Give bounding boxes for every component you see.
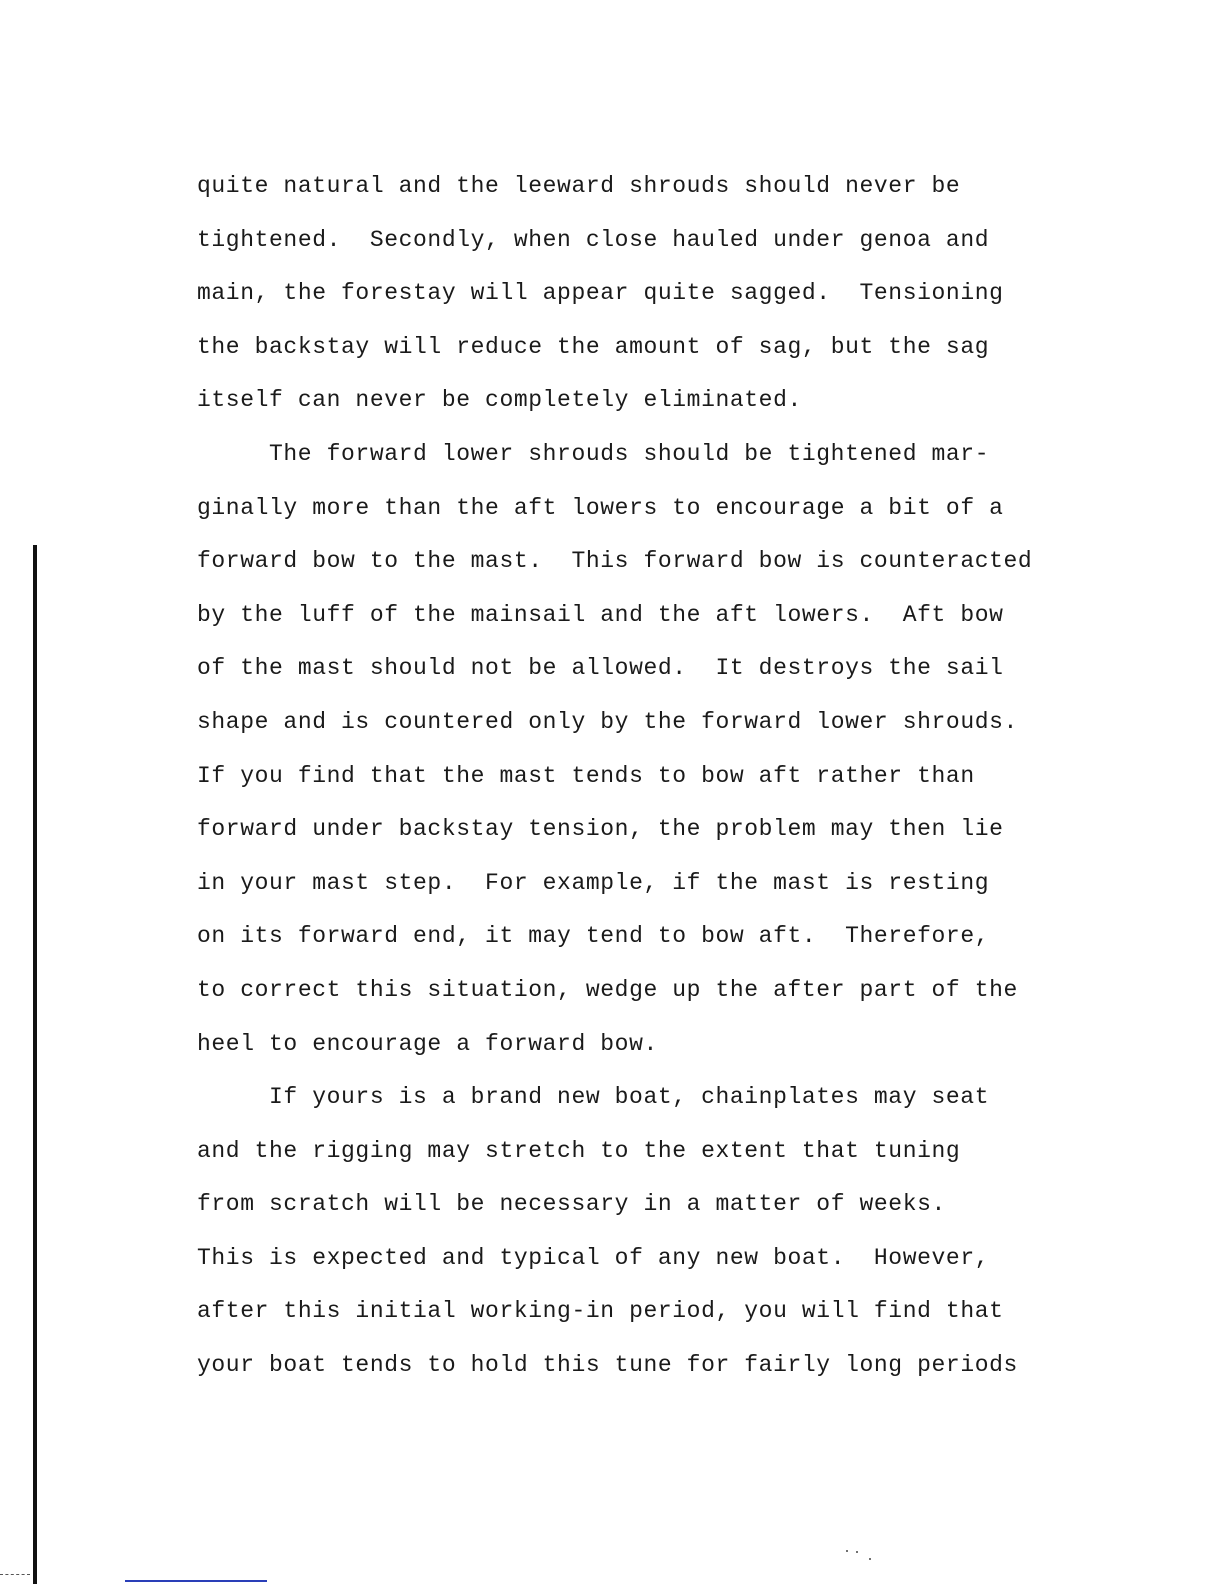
scan-speck: [846, 1550, 848, 1552]
margin-change-bar: [33, 545, 37, 1584]
scan-speck: [856, 1551, 858, 1553]
text-line: This is expected and typical of any new boat. However,: [197, 1244, 990, 1271]
text-line: and the rigging may stretch to the extent that tuning: [197, 1137, 961, 1164]
text-line: forward bow to the mast. This forward bow is counteracted: [197, 548, 1033, 575]
text-line: forward under backstay tension, the problem may then lie: [197, 816, 1004, 843]
body-text: [197, 160, 1077, 1393]
paragraph-start-line: The forward lower shrouds should be tightened mar-: [269, 440, 990, 467]
text-line: the backstay will reduce the amount of sag, but the sag: [197, 333, 990, 360]
text-line: heel to encourage a forward bow.: [197, 1030, 658, 1057]
text-line: ginally more than the aft lowers to encourage a bit of a: [197, 494, 1004, 521]
text-line: tightened. Secondly, when close hauled under genoa and: [197, 226, 990, 253]
text-line: on its forward end, it may tend to bow aft. Therefore,: [197, 923, 990, 950]
text-line: by the luff of the mainsail and the aft lowers. Aft bow: [197, 601, 1004, 628]
paragraph-start-line: If yours is a brand new boat, chainplates may seat: [269, 1084, 990, 1111]
text-line: your boat tends to hold this tune for fairly long periods: [197, 1352, 1018, 1379]
text-line: of the mast should not be allowed. It destroys the sail: [197, 655, 1004, 682]
scan-speck: [869, 1558, 871, 1560]
text-line: in your mast step. For example, if the mast is resting: [197, 869, 990, 896]
margin-tick-mark: [0, 1574, 30, 1575]
footer-rule: [125, 1580, 267, 1582]
text-line: to correct this situation, wedge up the after part of the: [197, 976, 1018, 1003]
text-line: shape and is countered only by the forward lower shrouds.: [197, 708, 1018, 735]
text-line: main, the forestay will appear quite sagged. Tensioning: [197, 280, 1004, 307]
text-line: itself can never be completely eliminated.: [197, 387, 802, 414]
text-line: from scratch will be necessary in a matter of weeks.: [197, 1191, 946, 1218]
text-line: quite natural and the leeward shrouds should never be: [197, 173, 961, 199]
text-line: If you find that the mast tends to bow aft rather than: [197, 762, 975, 789]
text-line: after this initial working-in period, you will find that: [197, 1298, 1004, 1325]
